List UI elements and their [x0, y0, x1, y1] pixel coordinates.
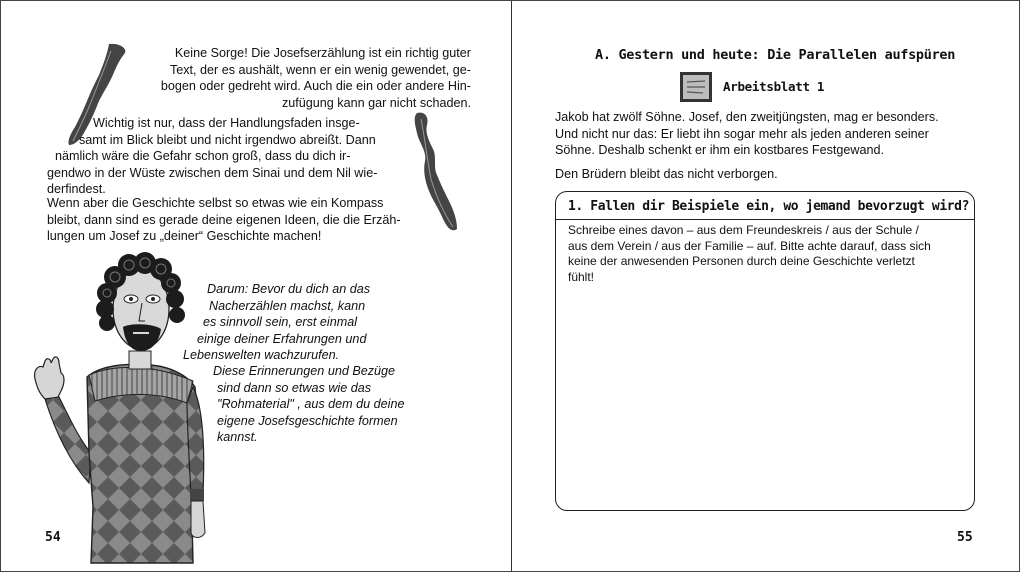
text-line: Darum: Bevor du dich an das [207, 282, 371, 296]
paragraph-thread [47, 115, 407, 198]
worksheet-label: Arbeitsblatt 1 [723, 79, 825, 94]
text-line: derfindest. [47, 182, 106, 197]
paragraph-intro [101, 45, 471, 111]
text-line: Lebenswelten wachzurufen. [183, 348, 340, 363]
exercise-instruction [568, 223, 931, 285]
text-line: eigene Josefsgeschichte formen [217, 413, 398, 428]
italic-block-darum [181, 281, 401, 364]
text-line: Söhne. Deshalb schenkt er ihm ein kostbares Festgewand. [555, 143, 885, 158]
text-line: aus dem Verein / aus der Familie – auf. Bitte achte darauf, dass sich [568, 238, 931, 253]
text-line: gendwo in der Wüste zwischen dem Sinai und dem Nil wie- [47, 165, 378, 180]
text-line: Nacherzählen machst, kann [209, 298, 366, 313]
text-line: Wenn aber die Geschichte selbst so etwas wie ein Kompass [47, 196, 384, 210]
text-line: Und nicht nur das: Er liebt ihn sogar mehr als jeden anderen seiner [555, 126, 929, 141]
text-line: bogen oder gedreht wird. Auch die ein oder andere Hin- [160, 79, 471, 94]
text-line: bleibt, dann sind es gerade deine eigenen Ideen, die die Erzäh- [47, 212, 401, 227]
section-title: A. Gestern und heute: Die Parallelen aufspüren [595, 47, 956, 63]
text-line: Text, der es aushält, wenn er ein wenig gewendet, ge- [169, 62, 471, 77]
exercise-question: 1. Fallen dir Beispiele ein, wo jemand bevorzugt wird? [568, 199, 970, 214]
left-page [1, 1, 512, 571]
divider [556, 219, 974, 220]
text-line: sind dann so etwas wie das [217, 380, 372, 395]
text-line: einige deiner Erfahrungen und [197, 331, 367, 346]
text-line: Jakob hat zwölf Söhne. Josef, den zweitjüngsten, mag er besonders. [555, 110, 939, 124]
italic-block-rohmaterial [211, 363, 431, 446]
text-line: Keine Sorge! Die Josefserzählung ist ein richtig guter [174, 46, 471, 60]
intro-paragraph-brothers [555, 166, 985, 183]
text-line: keine der anwesenden Personen durch deine Geschichte verletzt [568, 254, 915, 269]
text-line: fühlt! [568, 269, 595, 284]
text-line: Schreibe eines davon – aus dem Freundeskreis / aus der Schule / [568, 223, 919, 237]
text-line: Diese Erinnerungen und Bezüge [213, 364, 396, 378]
text-line: samt im Blick bleibt und nicht irgendwo abreißt. Dann [79, 132, 376, 147]
page-number: 55 [957, 530, 973, 545]
text-line: nämlich wäre die Gefahr schon groß, dass du dich ir- [55, 149, 351, 164]
text-line: "Rohmaterial" , aus dem du deine [217, 397, 405, 412]
page-number: 54 [45, 530, 61, 545]
text-line: Wichtig ist nur, dass der Handlungsfaden insge- [93, 116, 360, 130]
intro-paragraph [555, 109, 985, 159]
text-line: zufügung kann gar nicht schaden. [281, 95, 471, 110]
worksheet-icon [679, 71, 713, 103]
exercise-box [555, 191, 975, 511]
right-page [513, 1, 1019, 571]
text-line: es sinnvoll sein, erst einmal [203, 315, 357, 330]
text-line: kannst. [217, 430, 258, 445]
paragraph-compass [47, 195, 427, 245]
text-line: lungen um Josef zu „deiner“ Geschichte machen! [47, 229, 322, 244]
text-line: Den Brüdern bleibt das nicht verborgen. [555, 167, 778, 181]
